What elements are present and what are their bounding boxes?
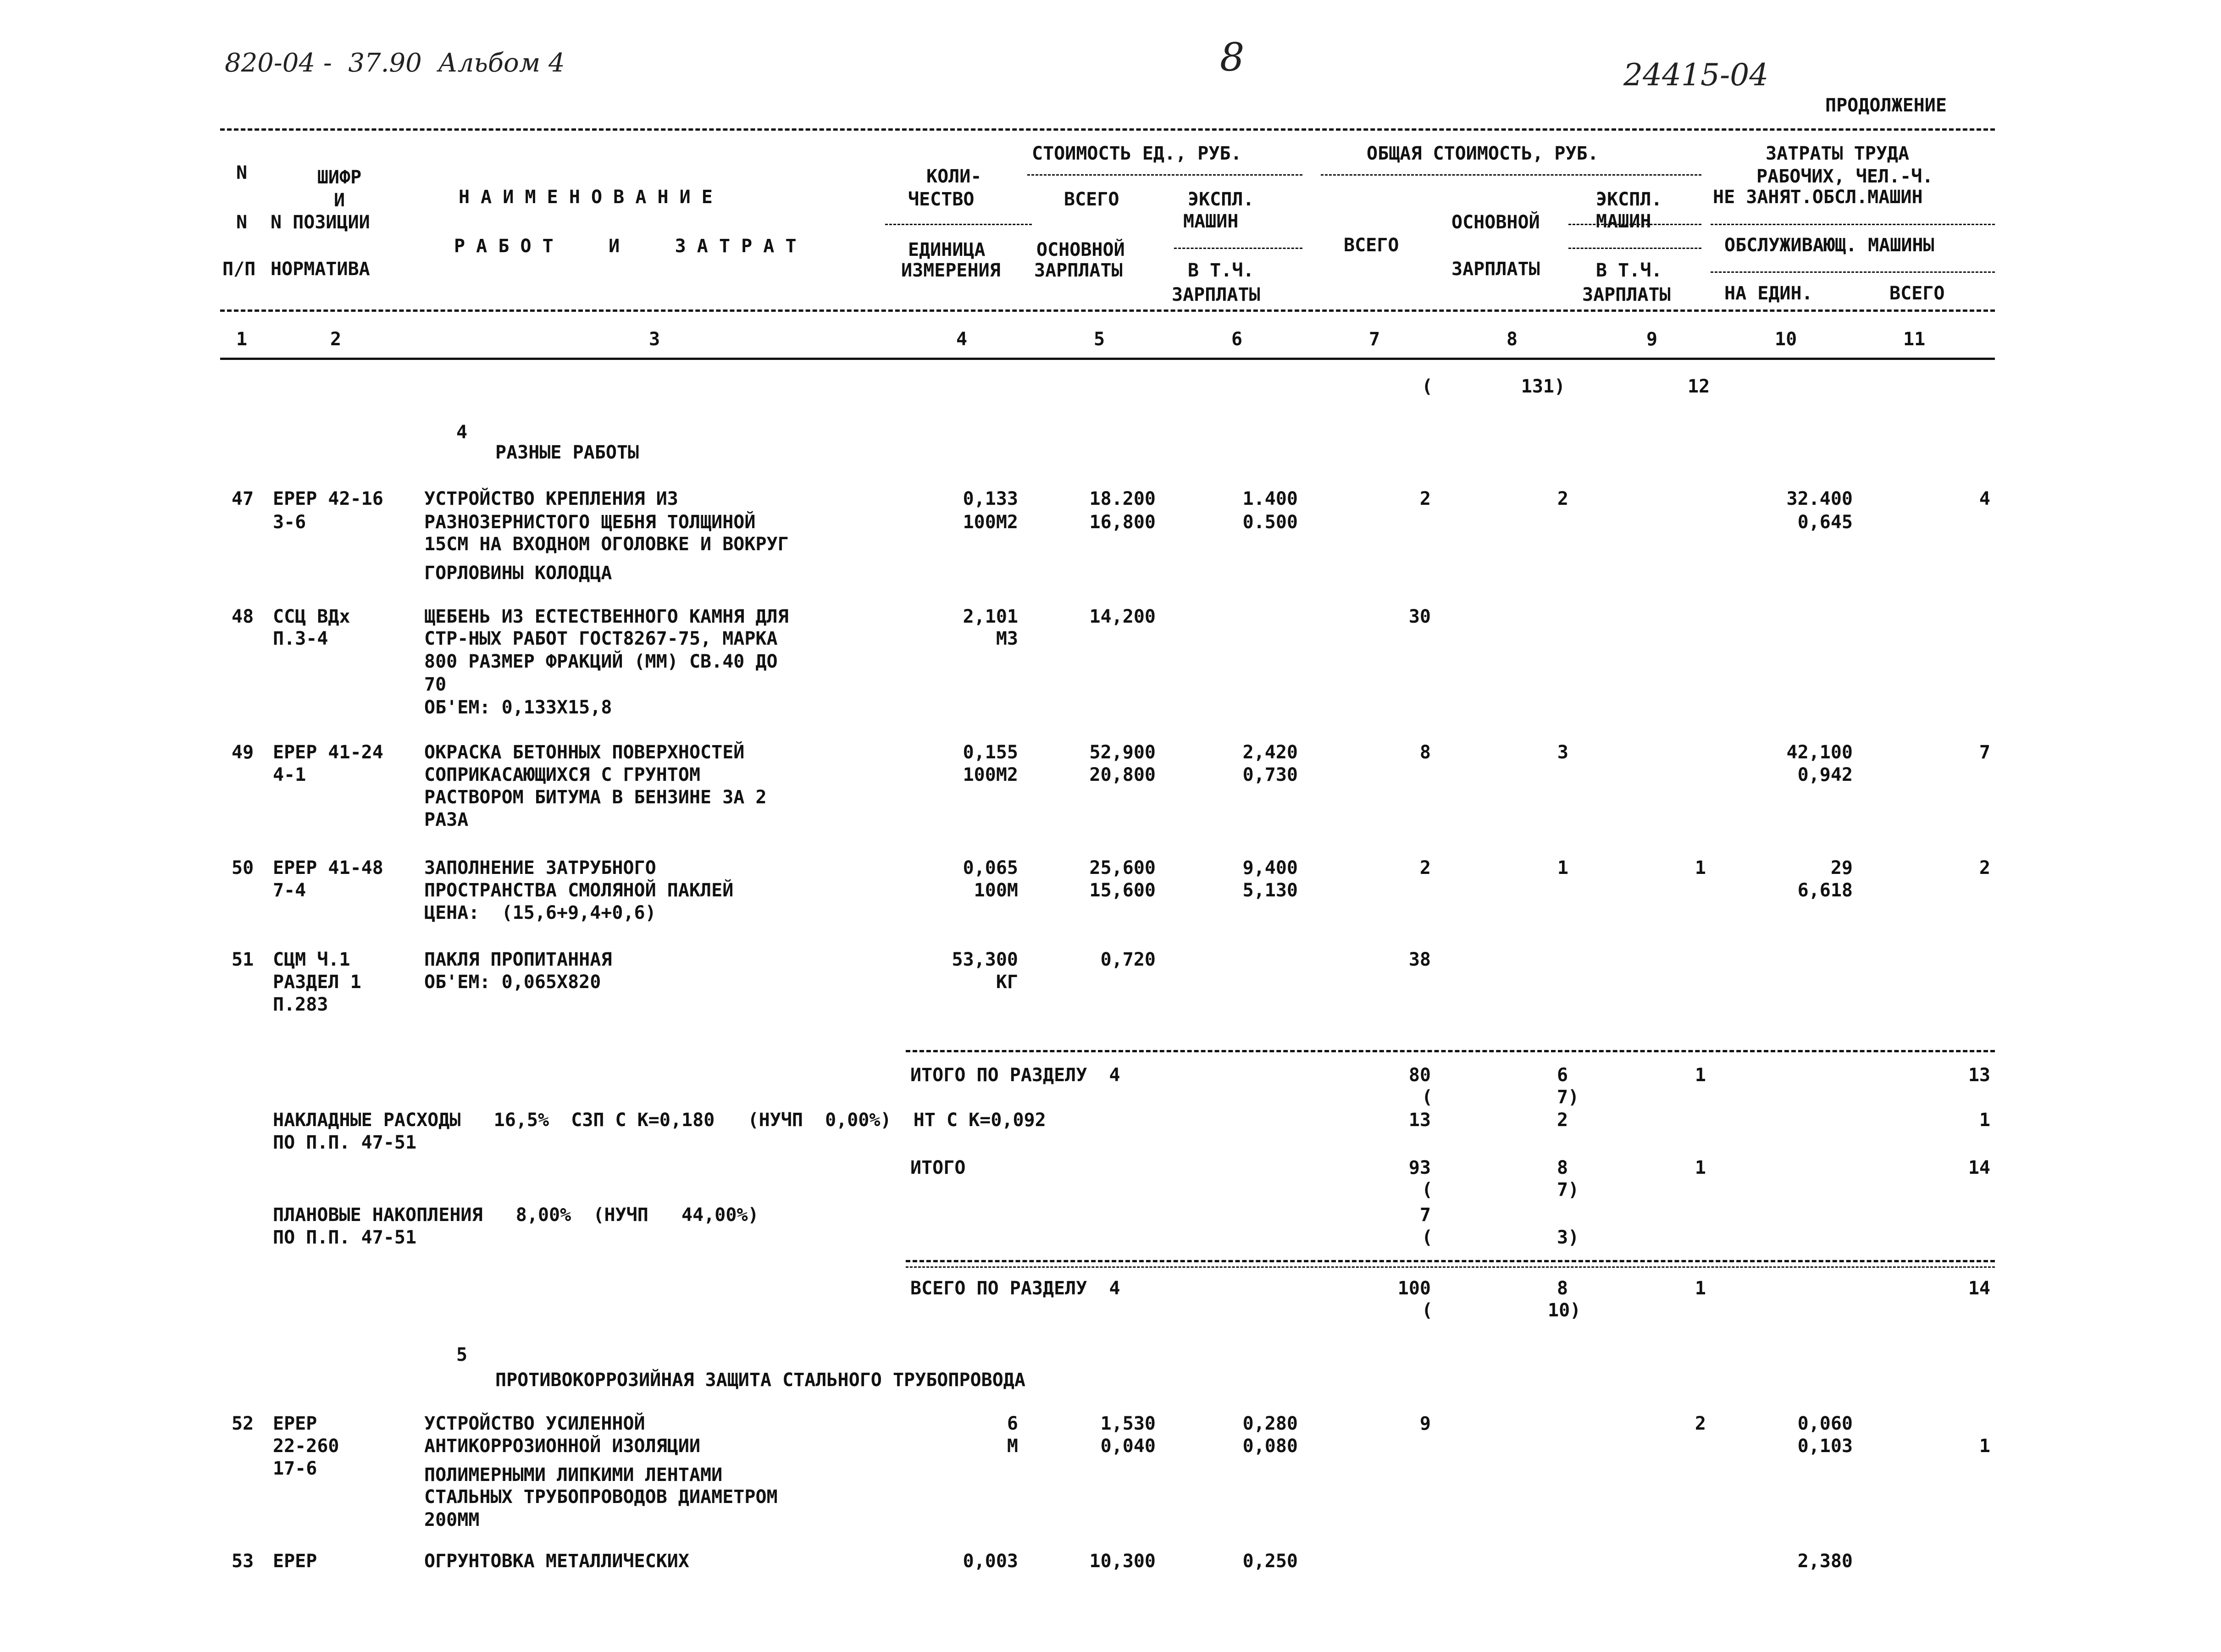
row-name: 200ММ <box>424 1509 480 1530</box>
header-mid-rule <box>220 309 1995 312</box>
row-unit: 100М2 <box>963 764 1018 785</box>
row-labor-unit: 0,103 <box>1797 1436 1853 1457</box>
row-labor-unit: 2,380 <box>1797 1551 1853 1572</box>
row-labor-unit: 29 <box>1830 857 1853 878</box>
col-num-6: 6 <box>1231 329 1243 350</box>
profit-salary: 3) <box>1557 1227 1579 1248</box>
hdr-total-sal-l1: ОСНОВНОЙ <box>1451 212 1540 233</box>
rule <box>1027 174 1302 176</box>
row-unit: М3 <box>996 628 1018 649</box>
row-name: СТР-НЫХ РАБОТ ГОСТ8267-75, МАРКА <box>424 628 778 649</box>
overhead-total: 13 <box>1408 1110 1431 1131</box>
row-name: АНТИКОРРОЗИОННОЙ ИЗОЛЯЦИИ <box>424 1436 701 1457</box>
overhead-labor: 1 <box>1979 1110 1990 1131</box>
hdr-total-cost: ОБЩАЯ СТОИМОСТЬ, РУБ. <box>1367 143 1599 164</box>
row-number: 52 <box>232 1413 254 1434</box>
profit-ref: ПО П.П. 47-51 <box>273 1227 417 1248</box>
row-labor-unit: 0,942 <box>1797 764 1853 785</box>
row-total: 2 <box>1419 857 1431 878</box>
col-num-10: 10 <box>1775 329 1797 350</box>
page-number: 8 <box>1220 35 1245 80</box>
subtotal-mach: 1 <box>1695 1065 1706 1086</box>
row-name: РАЗА <box>424 809 469 830</box>
row-unit: М <box>1007 1436 1018 1457</box>
row-total: 8 <box>1419 742 1431 763</box>
row-unit-total: 10,300 <box>1089 1551 1156 1572</box>
col-num-1: 1 <box>236 329 248 350</box>
hdr-col2-l3: N ПОЗИЦИИ <box>271 212 370 233</box>
row-name: СОПРИКАСАЮЩИХСЯ С ГРУНТОМ <box>424 764 701 785</box>
row-code: П.283 <box>273 994 328 1015</box>
hdr-labor-l2: РАБОЧИХ, ЧЕЛ.-Ч. <box>1756 166 1933 187</box>
grand-total-rule <box>906 1260 1995 1262</box>
hdr-unit-mach-l4: ЗАРПЛАТЫ <box>1172 284 1260 305</box>
row-code: ЕРЕР <box>273 1551 317 1572</box>
col-num-7: 7 <box>1369 329 1380 350</box>
rule <box>1568 224 1701 225</box>
row-name: 15СМ НА ВХОДНОМ ОГОЛОВКЕ И ВОКРУГ <box>424 534 789 555</box>
row-qty: 0,155 <box>963 742 1018 763</box>
grand-paren: ( <box>1422 1300 1433 1321</box>
hdr-unit-salary-l1: ОСНОВНОЙ <box>1036 239 1125 260</box>
hdr-total-sal-l2: ЗАРПЛАТЫ <box>1451 259 1540 280</box>
profit-paren: ( <box>1422 1227 1433 1248</box>
rule <box>1568 248 1701 249</box>
row-total: 38 <box>1408 949 1431 970</box>
section-5-number: 5 <box>456 1344 468 1365</box>
row-qty: 0,133 <box>963 488 1018 509</box>
row-code: СЦМ Ч.1 <box>273 949 350 970</box>
grand-labor: 14 <box>1968 1278 1990 1299</box>
subtotal-rule <box>906 1050 1995 1052</box>
row-name: 70 <box>424 674 447 695</box>
row-labor-unit: 42,100 <box>1786 742 1853 763</box>
hdr-col1-l2: N <box>236 212 248 233</box>
row-number: 47 <box>232 488 254 509</box>
hdr-labor-sub: ОБСЛУЖИВАЮЩ. МАШИНЫ <box>1724 235 1934 256</box>
row-unit: 100М2 <box>963 512 1018 533</box>
hdr-unit-total: ВСЕГО <box>1064 189 1119 210</box>
row-total-mach: 1 <box>1695 857 1706 878</box>
row-labor-unit: 0,060 <box>1797 1413 1853 1434</box>
row-labor-unit: 6,618 <box>1797 880 1853 901</box>
header-top-rule <box>220 128 1995 131</box>
hdr-labor-total: ВСЕГО <box>1889 283 1945 304</box>
row-name: ОБ'ЕМ: 0,065Х820 <box>424 972 601 993</box>
itogo-salary-paren: 7) <box>1557 1179 1579 1200</box>
overhead-salary: 2 <box>1557 1110 1568 1131</box>
row-unit-mach: 0,280 <box>1242 1413 1298 1434</box>
itogo-paren: ( <box>1422 1179 1433 1200</box>
row-name: ПОЛИМЕРНЫМИ ЛИПКИМИ ЛЕНТАМИ <box>424 1464 723 1486</box>
row-qty: 6 <box>1007 1413 1018 1434</box>
grand-label: ВСЕГО ПО РАЗДЕЛУ 4 <box>910 1278 1120 1299</box>
row-labor-unit: 0,645 <box>1797 512 1853 533</box>
row-qty: 0,065 <box>963 857 1018 878</box>
hdr-labor-unit: НА ЕДИН. <box>1724 283 1813 304</box>
row-name: ОБ'ЕМ: 0,133Х15,8 <box>424 697 612 718</box>
row-code: 7-4 <box>273 880 306 901</box>
hdr-total-mach-l2: МАШИН <box>1596 211 1651 232</box>
row-unit-mach: 0,250 <box>1242 1551 1298 1572</box>
row-name: 800 РАЗМЕР ФРАКЦИЙ (ММ) СВ.40 ДО <box>424 651 778 672</box>
itogo-mach: 1 <box>1695 1157 1706 1178</box>
row-unit-total: 18.200 <box>1089 488 1156 509</box>
col-num-3: 3 <box>649 329 660 350</box>
continuation-label: ПРОДОЛЖЕНИЕ <box>1825 95 1947 116</box>
row-unit: КГ <box>996 972 1018 993</box>
row-total-salary: 2 <box>1557 488 1568 509</box>
row-name: РАЗНОЗЕРНИСТОГО ЩЕБНЯ ТОЛЩИНОЙ <box>424 512 756 533</box>
hdr-unit-salary-l2: ЗАРПЛАТЫ <box>1034 260 1123 281</box>
row-unit-salary: 0,040 <box>1100 1436 1156 1457</box>
row-number: 50 <box>232 857 254 878</box>
hdr-col3-l1: Н А И М Е Н О В А Н И Е <box>459 187 713 208</box>
hdr-unit-mach-l1: ЭКСПЛ. <box>1188 189 1254 210</box>
itogo-labor: 14 <box>1968 1157 1990 1178</box>
row-number: 49 <box>232 742 254 763</box>
row-name: УСТРОЙСТВО КРЕПЛЕНИЯ ИЗ <box>424 488 678 509</box>
row-labor-total: 7 <box>1979 742 1990 763</box>
rule <box>1711 271 1995 273</box>
row-code: 22-260 <box>273 1436 339 1457</box>
row-total: 30 <box>1408 606 1431 627</box>
row-name: ПАКЛЯ ПРОПИТАННАЯ <box>424 949 612 970</box>
col-num-9: 9 <box>1646 329 1658 350</box>
row-unit-salary: 20,800 <box>1089 764 1156 785</box>
header-bottom-rule <box>220 358 1995 360</box>
row-code: 17-6 <box>273 1458 317 1479</box>
row-unit-total: 25,600 <box>1089 857 1156 878</box>
row-code: 3-6 <box>273 512 306 533</box>
row-unit-salary: 16,800 <box>1089 512 1156 533</box>
row-unit-mach: 2,420 <box>1242 742 1298 763</box>
hdr-col4-l4: ИЗМЕРЕНИЯ <box>901 260 1001 281</box>
row-name: РАСТВОРОМ БИТУМА В БЕНЗИНЕ ЗА 2 <box>424 787 767 808</box>
hdr-col2-l1: ШИФР <box>317 167 362 188</box>
rule <box>1321 174 1701 176</box>
hdr-total-mach-l1: ЭКСПЛ. <box>1596 189 1662 210</box>
overhead-label: НАКЛАДНЫЕ РАСХОДЫ 16,5% СЗП С К=0,180 (НУЧП 0,00%) НТ С К=0,092 <box>273 1110 1046 1131</box>
row-qty: 53,300 <box>952 949 1018 970</box>
row-name: ПРОСТРАНСТВА СМОЛЯНОЙ ПАКЛЕЙ <box>424 880 734 901</box>
row-unit-total: 0,720 <box>1100 949 1156 970</box>
row-code: ЕРЕР 42-16 <box>273 488 383 509</box>
col-num-2: 2 <box>330 329 342 350</box>
section-4-number: 4 <box>456 422 468 443</box>
row-name: УСТРОЙСТВО УСИЛЕННОЙ <box>424 1413 645 1434</box>
row-name: ЦЕНА: (15,6+9,4+0,6) <box>424 902 656 923</box>
row-unit-mach-sal: 5,130 <box>1242 880 1298 901</box>
subtotal-salary-paren: 7) <box>1557 1087 1579 1108</box>
hdr-unit-cost: СТОИМОСТЬ ЕД., РУБ. <box>1032 143 1242 164</box>
row-number: 48 <box>232 606 254 627</box>
hdr-col2-l4: НОРМАТИВА <box>271 259 370 280</box>
row-unit-total: 14,200 <box>1089 606 1156 627</box>
profit-label: ПЛАНОВЫЕ НАКОПЛЕНИЯ 8,00% (НУЧП 44,00%) <box>273 1204 759 1226</box>
row-labor-total: 4 <box>1979 488 1990 509</box>
col-num-8: 8 <box>1507 329 1518 350</box>
row-number: 53 <box>232 1551 254 1572</box>
row-unit-mach: 9,400 <box>1242 857 1298 878</box>
grand-salary: 8 <box>1557 1278 1568 1299</box>
hdr-col2-l2: И <box>333 190 345 211</box>
itogo-label: ИТОГО <box>910 1157 966 1178</box>
row-code: 4-1 <box>273 764 306 785</box>
rule <box>1174 248 1302 249</box>
hdr-labor-l3: НЕ ЗАНЯТ.ОБСЛ.МАШИН <box>1713 187 1923 208</box>
col-num-4: 4 <box>956 329 968 350</box>
row-name: ЗАПОЛНЕНИЕ ЗАТРУБНОГО <box>424 857 656 878</box>
itogo-total: 93 <box>1408 1157 1431 1178</box>
grand-salary-paren: 10) <box>1548 1300 1581 1321</box>
hdr-col1-l3: П/П <box>222 259 256 280</box>
row-name: ГОРЛОВИНЫ КОЛОДЦА <box>424 563 612 584</box>
row-total: 2 <box>1419 488 1431 509</box>
document-number: 24415-04 <box>1623 57 1769 93</box>
subtotal-salary: 6 <box>1557 1065 1568 1086</box>
hdr-col1-l1: N <box>236 162 248 183</box>
hdr-total-all: ВСЕГО <box>1344 235 1399 256</box>
handwritten-album-ref: 820-04 - 37.90 Альбом 4 <box>225 48 565 78</box>
row-name: ОКРАСКА БЕТОННЫХ ПОВЕРХНОСТЕЙ <box>424 742 745 763</box>
row-unit-total: 52,900 <box>1089 742 1156 763</box>
row-total: 9 <box>1419 1413 1431 1434</box>
subtotal-paren: ( <box>1422 1087 1433 1108</box>
carry-over-machine: 12 <box>1688 376 1710 397</box>
grand-total-rule-2 <box>906 1266 1995 1268</box>
subtotal-labor: 13 <box>1968 1065 1990 1086</box>
hdr-unit-mach-l3: В Т.Ч. <box>1188 260 1254 281</box>
row-number: 51 <box>232 949 254 970</box>
row-code: РАЗДЕЛ 1 <box>273 972 361 993</box>
hdr-unit-mach-l2: МАШИН <box>1183 211 1239 232</box>
row-unit-salary: 15,600 <box>1089 880 1156 901</box>
row-name: ОГРУНТОВКА МЕТАЛЛИЧЕСКИХ <box>424 1551 689 1572</box>
profit-total: 7 <box>1419 1204 1431 1226</box>
row-unit-mach-sal: 0,080 <box>1242 1436 1298 1457</box>
row-code: ЕРЕР 41-48 <box>273 857 383 878</box>
row-name: СТАЛЬНЫХ ТРУБОПРОВОДОВ ДИАМЕТРОМ <box>424 1486 778 1508</box>
row-unit-mach-sal: 0,730 <box>1242 764 1298 785</box>
hdr-col4-l2: ЧЕСТВО <box>908 189 975 210</box>
grand-total: 100 <box>1397 1278 1431 1299</box>
col-num-11: 11 <box>1903 329 1926 350</box>
hdr-total-mach-l4: ЗАРПЛАТЫ <box>1582 284 1671 305</box>
hdr-col3-l2: Р А Б О Т И З А Т Р А Т <box>454 236 797 257</box>
row-qty: 0,003 <box>963 1551 1018 1572</box>
col-num-5: 5 <box>1094 329 1105 350</box>
hdr-total-mach-l3: В Т.Ч. <box>1596 260 1662 281</box>
rule <box>1711 224 1995 225</box>
rule <box>885 224 1032 225</box>
row-total-salary: 1 <box>1557 857 1568 878</box>
section-5-title: ПРОТИВОКОРРОЗИЙНАЯ ЗАЩИТА СТАЛЬНОГО ТРУБОПРОВОДА <box>495 1370 1025 1391</box>
hdr-col4-l3: ЕДИНИЦА <box>908 239 986 260</box>
row-qty: 2,101 <box>963 606 1018 627</box>
row-unit-mach-sal: 0.500 <box>1242 512 1298 533</box>
section-4-title: РАЗНЫЕ РАБОТЫ <box>495 442 639 463</box>
row-labor-unit: 32.400 <box>1786 488 1853 509</box>
grand-mach: 1 <box>1695 1278 1706 1299</box>
carry-over-salary: ( 131) <box>1422 376 1566 397</box>
subtotal-total: 80 <box>1408 1065 1431 1086</box>
hdr-col4-l1: КОЛИ- <box>926 166 982 187</box>
overhead-ref: ПО П.П. 47-51 <box>273 1132 417 1153</box>
row-total-mach: 2 <box>1695 1413 1706 1434</box>
hdr-labor-l1: ЗАТРАТЫ ТРУДА <box>1766 143 1910 164</box>
row-code: ЕРЕР 41-24 <box>273 742 383 763</box>
row-name: ЩЕБЕНЬ ИЗ ЕСТЕСТВЕННОГО КАМНЯ ДЛЯ <box>424 606 789 627</box>
row-labor-total: 1 <box>1979 1436 1990 1457</box>
row-code: ССЦ ВДх <box>273 606 350 627</box>
row-total-salary: 3 <box>1557 742 1568 763</box>
row-unit-total: 1,530 <box>1100 1413 1156 1434</box>
itogo-salary: 8 <box>1557 1157 1568 1178</box>
row-labor-total: 2 <box>1979 857 1990 878</box>
subtotal-label: ИТОГО ПО РАЗДЕЛУ 4 <box>910 1065 1120 1086</box>
row-code: ЕРЕР <box>273 1413 317 1434</box>
row-unit-mach: 1.400 <box>1242 488 1298 509</box>
row-code: П.3-4 <box>273 628 328 649</box>
row-unit: 100М <box>974 880 1018 901</box>
